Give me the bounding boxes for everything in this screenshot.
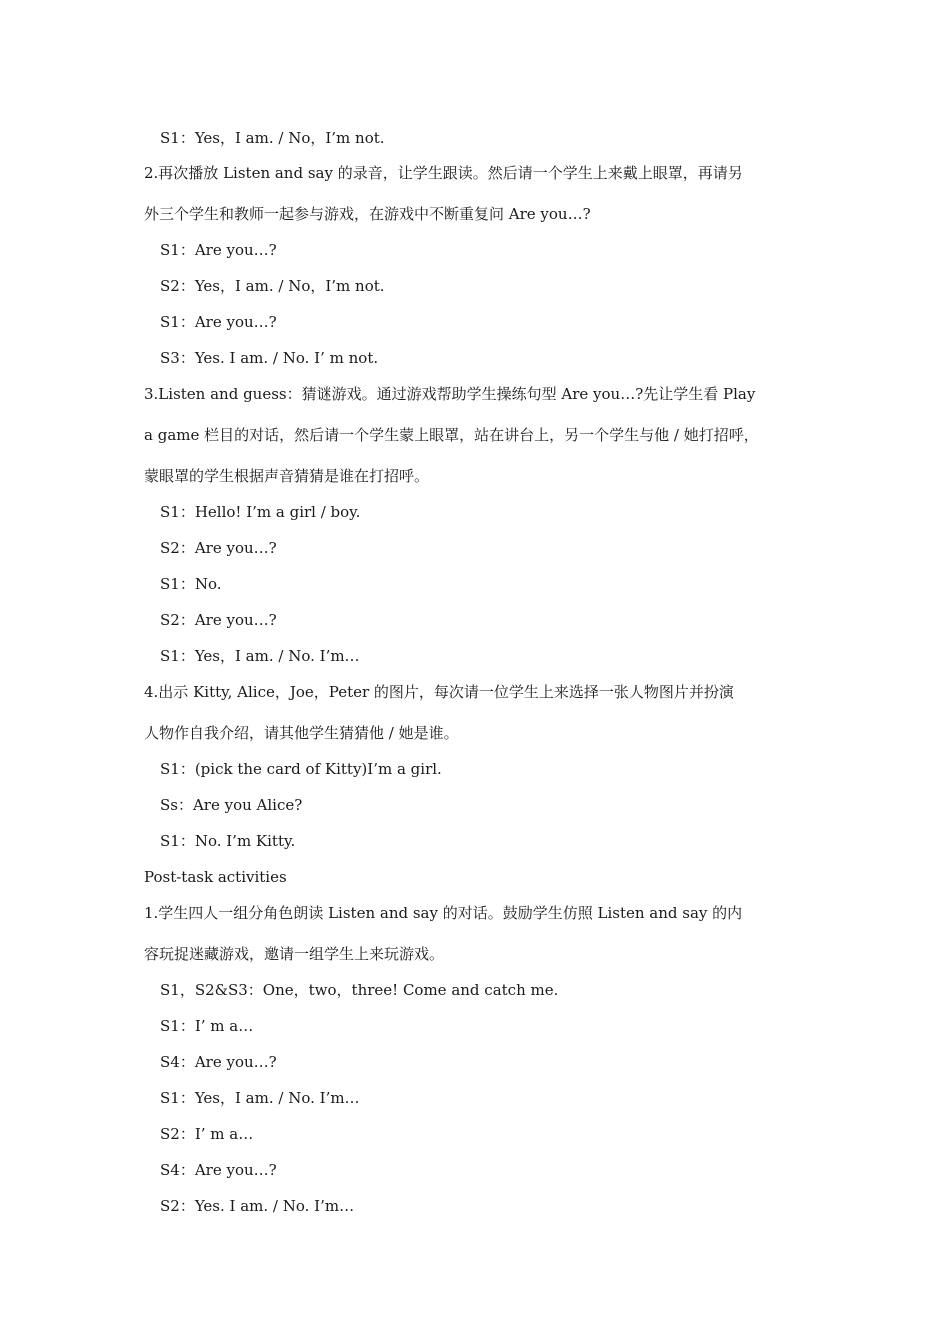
text-line: 3.Listen and guess：猜谜游戏。通过游戏帮助学生操练句型 Are you…?先让学生看 Play — [144, 385, 756, 403]
text-line: S2：Are you…? — [160, 539, 277, 557]
text-line: 1.学生四人一组分角色朗读 Listen and say 的对话。鼓励学生仿照 Listen and say 的内 — [144, 904, 743, 922]
text-line: S1：I’ m a… — [160, 1017, 254, 1035]
text-line: S1：No. — [160, 575, 222, 593]
text-line: 外三个学生和教师一起参与游戏，在游戏中不断重复问 Are you…? — [144, 205, 591, 223]
text-line: S1：Yes，I am. / No. I’m… — [160, 1089, 360, 1107]
text-line: S1：Are you…? — [160, 241, 277, 259]
text-line: S4：Are you…? — [160, 1053, 277, 1071]
text-line: S1，S2&S3：One，two，three! Come and catch me. — [160, 981, 559, 999]
text-line: S1：Are you…? — [160, 313, 277, 331]
text-line: 2.再次播放 Listen and say 的录音，让学生跟读。然后请一个学生上来戴上眼罩，再请另 — [144, 164, 743, 182]
text-line: 蒙眼罩的学生根据声音猜猜是谁在打招呼。 — [144, 467, 430, 485]
text-line: 人物作自我介绍，请其他学生猜猜他 / 她是谁。 — [144, 724, 459, 742]
text-line: S2：Are you…? — [160, 611, 277, 629]
text-line: 容玩捉迷藏游戏，邀请一组学生上来玩游戏。 — [144, 945, 445, 963]
text-line: S1：Yes，I am. / No，I’m not. — [160, 129, 385, 147]
section-heading: Post-task activities — [144, 868, 287, 886]
text-line: 4.出示 Kitty, Alice，Joe，Peter 的图片，每次请一位学生上来选择一张人物图片并扮演 — [144, 683, 734, 701]
text-line: S1：Hello! I’m a girl / boy. — [160, 503, 361, 521]
text-line: S4：Are you…? — [160, 1161, 277, 1179]
text-line: S2：Yes. I am. / No. I’m… — [160, 1197, 355, 1215]
text-line: S1：Yes，I am. / No. I’m… — [160, 647, 360, 665]
text-line: S1：(pick the card of Kitty)I’m a girl. — [160, 760, 442, 778]
text-line: a game 栏目的对话，然后请一个学生蒙上眼罩，站在讲台上，另一个学生与他 / 她打招呼， — [144, 426, 759, 444]
text-line: S2：I’ m a… — [160, 1125, 254, 1143]
text-line: S2：Yes，I am. / No，I’m not. — [160, 277, 385, 295]
text-line: S1：No. I’m Kitty. — [160, 832, 296, 850]
text-line: Ss：Are you Alice? — [160, 796, 303, 814]
text-line: S3：Yes. I am. / No. I’ m not. — [160, 349, 379, 367]
